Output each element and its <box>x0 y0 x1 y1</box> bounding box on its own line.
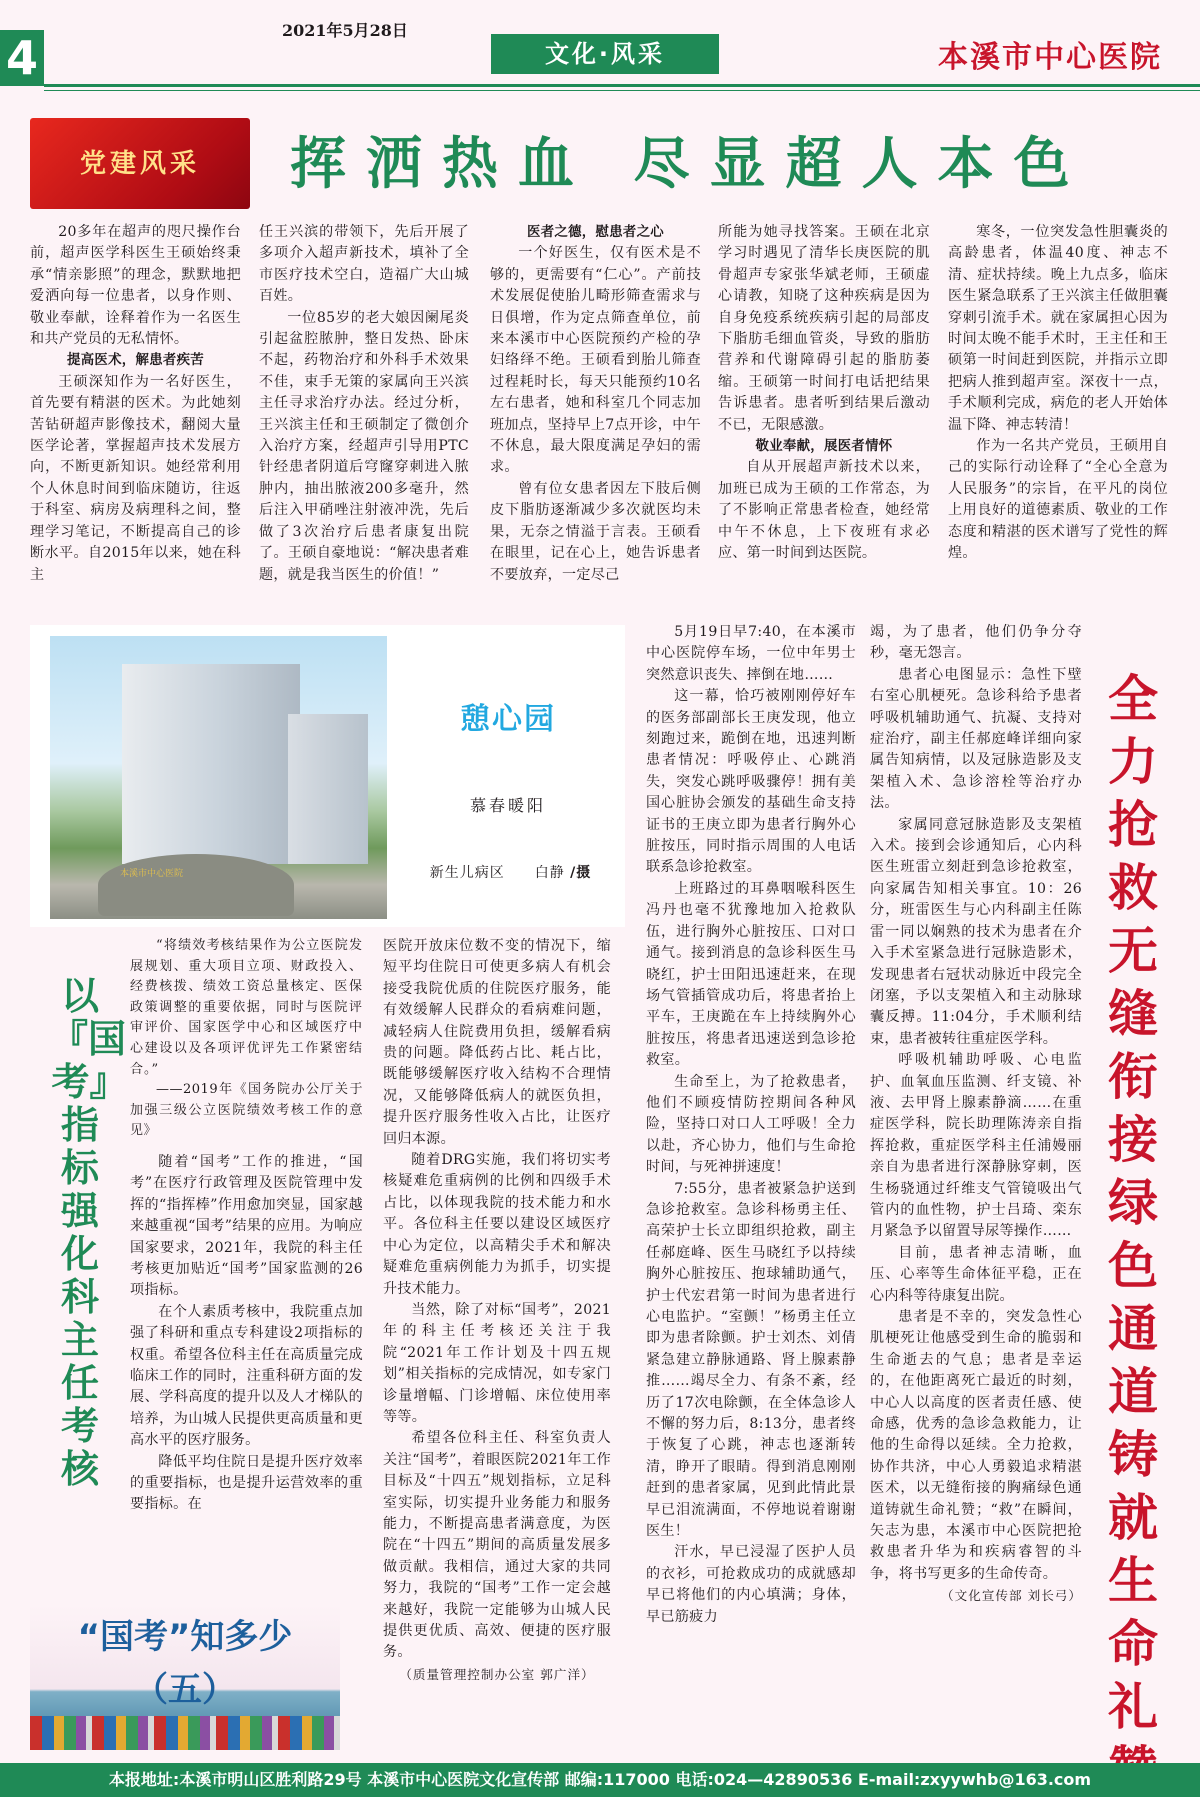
paragraph: 家属同意冠脉造影及支架植入术。接到会诊通知后，心内科医生班雷立刻赶到急诊抢救室，向家属告知相关事宜。10：26分，班雷医生与心内科副主任陈雷一同以娴熟的技术为患者在介入手术室紧急进行冠脉造影术，发现患者右冠状动脉近中段完全闭塞，予以支架植入和主动脉球囊反搏。11:04分，手术顺利结束，患者被转往重症医学科。 <box>870 816 1082 1047</box>
article1-column-2 <box>259 222 469 586</box>
paragraph: 希望各位科主任、科室负责人关注“国考”，着眼医院2021年工作目标及“十四五”规划指标，立足科室实际，切实提升业务能力和服务能力，不断提高患者满意度，为医院在“十四五”期间的高质量发展多做贡献。我相信，通过大家的共同努力，我院的“国考”工作一定会越来越好，我院一定能够为山城人民提供更优质、高效、便捷的医疗服务。 <box>383 1430 611 1661</box>
subheading: 敬业奉献，展医者情怀 <box>755 439 893 455</box>
subheading: 医者之德，慰患者之心 <box>527 225 664 240</box>
article-headline: 挥洒热血 尽显超人本色 <box>290 132 1090 197</box>
issue-date: 2021年5月28日 <box>282 21 408 40</box>
paragraph: 作为一名共产党员，王硕用自己的实际行动诠释了“全心全意为人民服务”的宗旨，在平凡的岗位上用良好的道德素质、敬业的工作态度和精湛的医术谱写了党性的辉煌。 <box>948 438 1168 562</box>
paragraph: 自从开展超声新技术以来，加班已成为王硕的工作常态，为了不影响正常患者检查，她经常中午不休息，上下夜班有求必应、第一时间到达医院。 <box>718 459 930 562</box>
paragraph: 目前，患者神志清晰，血压、心率等生命体征平稳，正在心内科等待康复出院。 <box>870 1244 1082 1304</box>
badge-text: 党建风采 <box>79 149 200 179</box>
paragraph: 患者心电图显示：急性下壁右室心肌梗死。急诊科给予患者呼吸机辅助通气、抗凝、支持对症治疗，副主任郝庭峰详细向家属告知病情，以及冠脉造影及支架植入术、急诊溶栓等治疗办法。 <box>870 666 1082 812</box>
paragraph: 随着“国考”工作的推进，“国考”在医疗行政管理及医院管理中发挥的“指挥棒”作用愈加突显，国家越来越重视“国考”结果的应用。为响应国家要求，2021年，我院的科主任考核更加贴近“国考”国家监测的26项指标。 <box>130 1153 363 1299</box>
article2-column-1 <box>646 622 856 1628</box>
paragraph: 随着DRG实施，我们将切实考核疑难危重病例的比例和四级手术占比，以体现我院的技术能力和水平。各位科主任要以建设区域医疗中心为定位，以高精尖手术和解决疑难危重病例能力为抓手，切实提升技术能力。 <box>383 1152 611 1297</box>
article3-column-2 <box>383 936 611 1685</box>
hospital-photo <box>50 636 387 919</box>
article3-column-1 <box>130 936 363 1516</box>
paragraph: 一位85岁的老大娘因阑尾炎引起盆腔脓肿，整日发热、卧床不起，药物治疗和外科手术效果不佳，束手无策的家属向王兴滨主任寻求治疗办法。经过分析，王兴滨主任和王硕制定了微创介入治疗方案，经超声引导用PTC针经患者阴道后穹窿穿刺进入脓肿内，抽出脓液200多毫升，然后注入甲硝唑注射液冲洗，先后做了3次治疗后患者康复出院了。王硕自豪地说：“解决患者难题，就是我当医生的价值！” <box>259 309 469 583</box>
page-number: 4 <box>0 30 44 86</box>
hospital-building <box>122 664 300 864</box>
credit-name: 白静 <box>534 865 565 881</box>
paragraph: 汗水，早已浸湿了医护人员的衣衫，可抢救成功的成就感却早已将他们的内心填满；身体，早已筋疲力 <box>646 1544 856 1625</box>
header-rule <box>44 84 1200 87</box>
paragraph: 寒冬，一位突发急性胆囊炎的高龄患者，体温40度、神志不清、症状持续。晚上九点多，临床医生紧急联系了王兴滨主任做胆囊穿刺引流手术。就在家属担心因为时间太晚不能手术时，王主任和王硕第一时间赶到医院，并指示立即把病人推到超声室。深夜十一点，手术顺利完成，病危的老人开始体温下降、神志转清！ <box>948 224 1168 433</box>
article1-column-3 <box>490 222 701 586</box>
article3-vertical-headline: 以『国考』指标强化科主任考核 <box>50 974 127 1491</box>
paragraph: 呼吸机辅助呼吸、心电监护、血氧血压监测、纤支镜、补液、去甲肾上腺素静滴……在重症医学科，院长助理陈涛亲自指挥抢救，重症医学科主任浦嫚丽亲自为患者进行深静脉穿刺，医生杨骁通过纤维支气管镜吸出气管内的血性物，护士吕琦、栾东月紧急予以留置导尿等操作…… <box>870 1052 1082 1240</box>
byline: （质量管理控制办公室 郭广洋） <box>399 1666 595 1682</box>
photo-column-title: 憩心园 <box>460 702 556 737</box>
books-illustration <box>30 1716 340 1750</box>
inscribed-stone <box>98 854 294 916</box>
article1-column-5 <box>948 222 1168 565</box>
paragraph: 患者是不幸的，突发急性心肌梗死让他感受到生命的脆弱和生命逝去的气息；患者是幸运的，在他距离死亡最近的时刻，中心人以高度的医者责任感、使命感，优秀的急诊急救能力，让他的生命得以延续。全力抢救，协作共济，中心人勇毅追求精湛医术，以无缝衔接的胸痛绿色通道铸就生命礼赞；“救”在瞬间，矢志为患，本溪市中心医院把抢救患者升华为和疾病睿智的斗争，将书写更多的生命传奇。 <box>870 1309 1082 1582</box>
paragraph: 上班路过的耳鼻咽喉科医生冯丹也毫不犹豫地加入抢救队伍，进行胸外心脏按压、口对口通气。接到消息的急诊科医生马晓红，护士田阳迅速赶来，在现场气管插管成功后，将患者抬上平车，王庚跪在车上持续胸外心脏按压，将患者迅速送到急诊抢救室。 <box>646 880 856 1069</box>
paragraph: 王硕深知作为一名好医生，首先要有精湛的医术。为此她刻苦钻研超声影像技术，翻阅大量医学论著，掌握超声技术发展方向，不断更新知识。她经常利用个人休息时间到临床随访，往返于科室、病房及病理科之间，整理学习笔记，不断提高自己的诊断水平。自2015年以来，她在科主 <box>30 373 241 583</box>
photo-credit <box>400 862 621 884</box>
stone-inscription: 本溪市中心医院 <box>120 869 184 879</box>
paragraph: 竭，为了患者，他们仍争分夺秒，毫无怨言。 <box>870 624 1082 662</box>
paragraph: 在个人素质考核中，我院重点加强了科研和重点专科建设2项指标的权重。希望各位科主任在高质量完成临床工作的同时，注重科研方面的发展、学科高度的提升以及人才梯队的培养，为山城人民提供更高质量和更高水平的医疗服务。 <box>130 1303 363 1449</box>
article1-column-1 <box>30 222 241 586</box>
article2-column-2 <box>870 622 1082 1607</box>
guokao-box-issue: （五） <box>134 1670 236 1710</box>
policy-quote: “将绩效考核结果作为公立医院发展规划、重大项目立项、财政投入、经费核拨、绩效工资总量核定、医保政策调整的重要依据，同时与医院评审评价、国家医学中心和区域医疗中心建设以及各项评优评先工作紧密结合。” <box>130 938 363 1077</box>
footer-contact: 本报地址:本溪市明山区胜利路29号 本溪市中心医院文化宣传部 邮编:117000 电话:024—42890536 E-mail:zxyywhb@163.com <box>0 1763 1200 1797</box>
paragraph: 这一幕，恰巧被刚刚停好车的医务部副部长王庚发现，他立刻跑过来，跪倒在地，迅速判断患者情况：呼吸停止、心跳消失，突发心跳呼吸骤停！拥有美国心脏协会颁发的基础生命支持证书的王庚立即为患者行胸外心脏按压，同时指示周围的人电话联系急诊抢救室。 <box>646 688 856 876</box>
column-badge <box>30 118 250 209</box>
credit-department: 新生儿病区 <box>429 865 505 881</box>
paragraph: 一个好医生，仅有医术是不够的，更需要有“仁心”。产前技术发展促使胎儿畸形筛查需求与日俱增，作为定点筛查单位，前来本溪市中心医院预约产检的孕妇络绎不绝。王硕看到胎儿筛查过程耗时长，每天只能预约10名左右患者，她和科室几个同志加班加点，坚持早上7点开诊，中午不休息，最大限度满足孕妇的需求。 <box>490 245 701 476</box>
paragraph: 生命至上，为了抢救患者，他们不顾疫情防控期间各种风险，坚持口对口人工呼吸！全力以赴，齐心协力，他们与生命抢时间，与死神拼速度！ <box>646 1073 856 1176</box>
photo-caption: 慕春暖阳 <box>469 796 546 815</box>
quote-source: ——2019年《国务院办公厅关于加强三级公立医院绩效考核工作的意见》 <box>130 1082 363 1139</box>
paragraph: 降低平均住院日是提升医疗效率的重要指标，也是提升运营效率的重要指标。在 <box>130 1453 363 1513</box>
paragraph: 5月19日早7:40，在本溪市中心医院停车场，一位中年男士突然意识丧失、摔倒在地…… <box>646 624 856 683</box>
section-title: 文化·风采 <box>491 34 719 74</box>
paragraph: 医院开放床位数不变的情况下，缩短平均住院日可使更多病人有机会接受我院优质的住院医疗服务，能有效缓解人民群众的看病难问题，减轻病人住院费用负担，缓解看病贵的问题。降低药占比、耗占比，既能够缓解医疗收入结构不合理情况，又能够降低病人的就医负担，提升医疗服务性收入占比，让医疗回归本源。 <box>383 938 611 1147</box>
paragraph: 7:55分，患者被紧急护送到急诊抢救室。急诊科杨勇主任、高荣护士长立即组织抢救，副主任郝庭峰、医生马晓红予以持续胸外心脏按压、抱球辅助通气，护士代宏君第一时间为患者进行心电监护。“室颤！”杨勇主任立即为患者除颤。护士刘杰、刘倩紧急建立静脉通路、肾上腺素静推……竭尽全力、有条不紊，经历了17次电除颤，在全体急诊人不懈的努力后，8:13分，患者终于恢复了心跳，神志也逐渐转清，睁开了眼睛。得到消息刚刚赶到的患者家属，见到此情此景早已泪流满面，不停地说着谢谢医生！ <box>646 1180 856 1540</box>
header-rule-thin <box>44 90 1200 91</box>
masthead: 本溪市中心医院 <box>938 40 1162 75</box>
paragraph: 曾有位女患者因左下肢后侧皮下脂肪逐渐减少多次就医均未果，无奈之情溢于言表。王硕看在眼里，记在心上，她告诉患者不要放弃，一定尽己 <box>490 480 701 583</box>
credit-suffix: /摄 <box>570 865 592 881</box>
hospital-building-annex <box>288 714 368 864</box>
article1-column-4 <box>718 222 930 565</box>
article2-vertical-headline: 全力抢救 无缝衔接 绿色通道铸就生命礼 <box>1108 670 1158 1736</box>
paragraph: 20多年在超声的咫尺操作台前，超声医学科医生王硕始终秉承“情亲影照”的理念，默默地把爱洒向每一位患者，以身作则、敬业奉献，诠释着作为一名医生和共产党员的无私情怀。 <box>30 224 241 348</box>
paragraph: 任王兴滨的带领下，先后开展了多项介入超声新技术，填补了全市医疗技术空白，造福广大山城百姓。 <box>259 224 469 305</box>
paragraph: 所能为她寻找答案。王硕在北京学习时遇见了清华长庚医院的肌骨超声专家张华斌老师，王硕虚心请教，知晓了这种疾病是因为自身免疫系统疾病引起的局部皮下脂肪毛细血管炎，导致的脂肪营养和代谢障碍引起的脂肪萎缩。王硕第一时间打电话把结果告诉患者。患者听到结果后激动不已，无限感激。 <box>718 224 930 433</box>
guokao-box-title: “国考”知多少 <box>77 1617 293 1657</box>
paragraph: 当然，除了对标“国考”，2021年的科主任考核还关注于我院“2021年工作计划及十四五规划”相关指标的完成情况，如专家门诊量增幅、门诊增幅、床位使用率等等。 <box>383 1301 611 1425</box>
byline: （文化宣传部 刘长弓） <box>941 1588 1082 1604</box>
subheading: 提高医术，解患者疾苦 <box>67 353 204 369</box>
